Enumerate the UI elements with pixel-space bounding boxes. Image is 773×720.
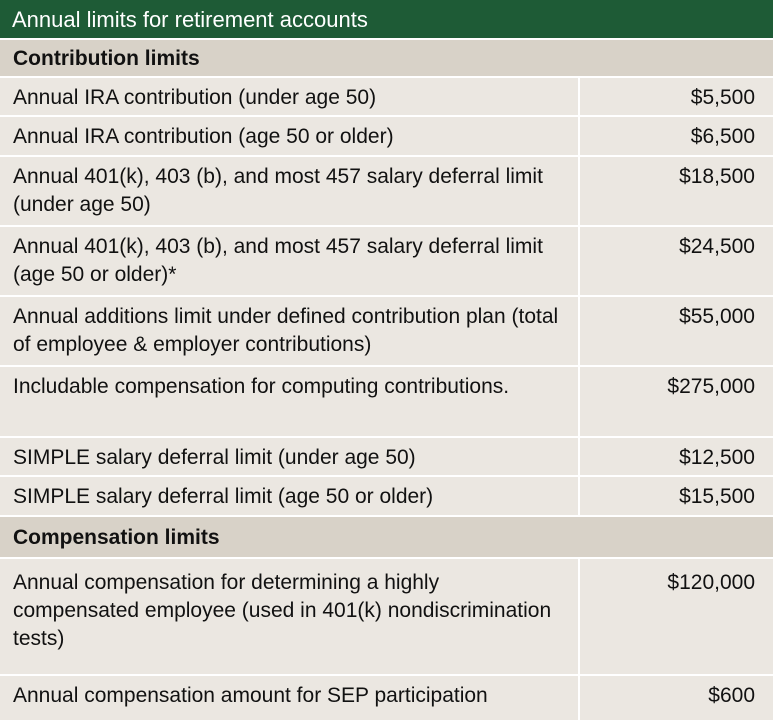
row-label: Annual compensation for determining a highly compensated employee (used in 401(k) nondiscrimination tests): [0, 559, 580, 674]
table-row: [0, 78, 773, 117]
row-value: $18,500: [679, 165, 755, 188]
row-value: $15,500: [679, 485, 755, 508]
table-row: [0, 227, 773, 297]
row-label: Annual 401(k), 403 (b), and most 457 salary deferral limit (age 50 or older)*: [0, 227, 580, 295]
table-row: [0, 477, 773, 517]
row-label: SIMPLE salary deferral limit (age 50 or older): [0, 477, 580, 515]
row-label: Annual 401(k), 403 (b), and most 457 salary deferral limit (under age 50): [0, 157, 580, 225]
table-row: [0, 559, 773, 676]
row-value: $24,500: [679, 235, 755, 258]
row-value: $6,500: [690, 125, 755, 148]
table-row: [0, 438, 773, 477]
row-label: SIMPLE salary deferral limit (under age 50): [0, 438, 580, 475]
row-label: Annual IRA contribution (under age 50): [0, 78, 580, 115]
section-header-compensation-limits: Compensation limits: [0, 517, 773, 559]
table-row: [0, 117, 773, 157]
table-row: [0, 367, 773, 438]
row-value: $55,000: [679, 305, 755, 328]
row-value: $275,000: [667, 375, 755, 398]
row-value: $120,000: [667, 571, 755, 594]
table-row: [0, 157, 773, 227]
row-value: $12,500: [679, 446, 755, 469]
section-header-contribution-limits: Contribution limits: [0, 40, 773, 78]
row-label: Annual IRA contribution (age 50 or older): [0, 117, 580, 155]
table-row: [0, 297, 773, 367]
row-label: Includable compensation for computing contributions.: [0, 367, 580, 436]
row-value: $600: [708, 684, 755, 707]
row-label: Annual additions limit under defined contribution plan (total of employee & employer contributions): [0, 297, 580, 365]
table-title: Annual limits for retirement accounts: [0, 0, 773, 40]
row-value: $5,500: [690, 86, 755, 109]
table-row: [0, 676, 773, 720]
row-label: Annual compensation amount for SEP participation: [0, 676, 580, 720]
